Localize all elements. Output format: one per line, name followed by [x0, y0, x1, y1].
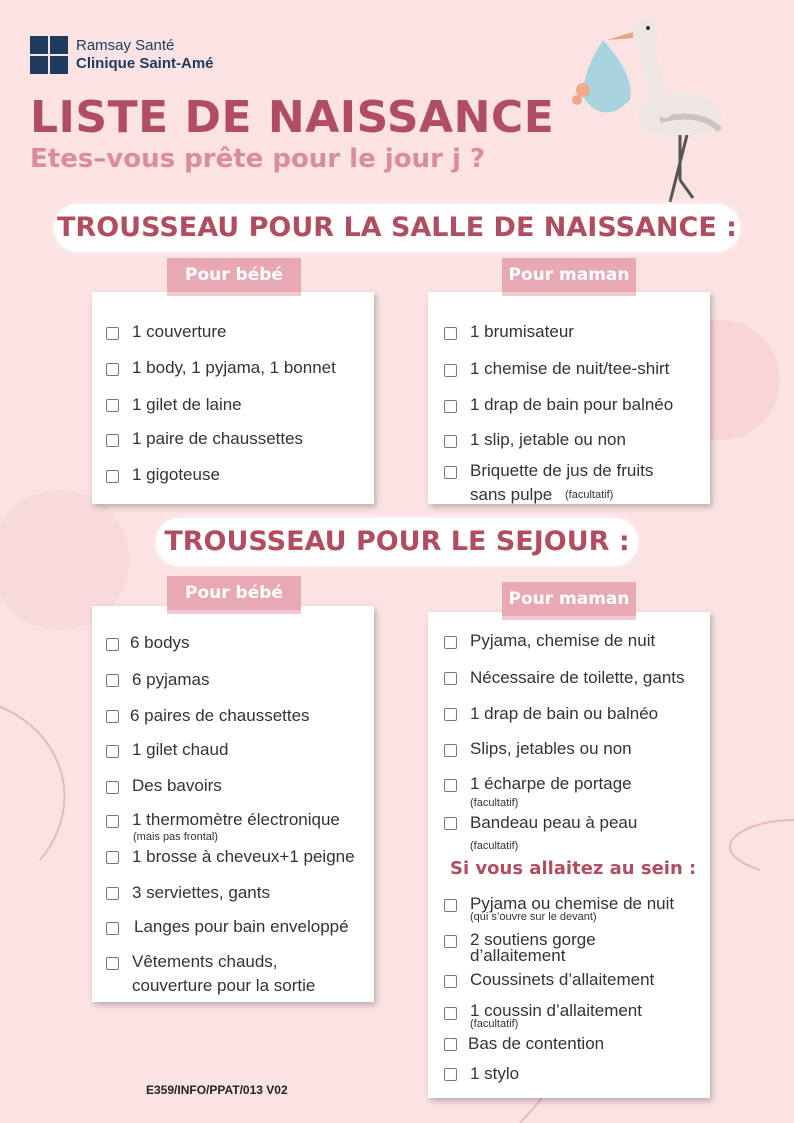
checkbox[interactable]	[444, 1068, 457, 1081]
list-item: Pyjama, chemise de nuit	[470, 631, 656, 650]
page-subtitle: Etes–vous prête pour le jour j ?	[30, 144, 485, 174]
list-item: 1 gigoteuse	[132, 465, 220, 484]
section2-heading: TROUSSEAU POUR LE SEJOUR :	[156, 518, 638, 566]
document-reference: E359/INFO/PPAT/013 V02	[146, 1083, 288, 1097]
optional-note: (facultatif)	[470, 840, 519, 852]
list-item: 1 gilet chaud	[132, 740, 229, 759]
list-item: 2 soutiens gorge	[470, 930, 596, 949]
list-item-line2: couverture pour la sortie	[132, 976, 316, 995]
checkbox[interactable]	[106, 957, 119, 970]
list-item: 1 couverture	[132, 322, 227, 341]
list-item: 1 écharpe de portage	[470, 774, 632, 793]
checkbox[interactable]	[444, 636, 457, 649]
pyjama-note: (qui s’ouvre sur le devant)	[470, 911, 597, 923]
list-item: 6 paires de chaussettes	[130, 706, 310, 725]
checkbox[interactable]	[444, 466, 457, 479]
list-item: Bas de contention	[468, 1034, 605, 1053]
checkbox[interactable]	[106, 638, 119, 651]
list-item: Des bavoirs	[132, 776, 222, 795]
list-item: 1 body, 1 pyjama, 1 bonnet	[132, 358, 336, 377]
checkbox[interactable]	[106, 710, 119, 723]
list-item: 6 bodys	[130, 633, 190, 652]
list-item: Langes pour bain enveloppé	[134, 917, 349, 936]
section1-baby-tag: Pour bébé	[167, 258, 301, 296]
optional-note: (facultatif)	[470, 797, 519, 809]
checkbox[interactable]	[444, 744, 457, 757]
list-item: Nécessaire de toilette, gants	[470, 668, 685, 687]
checkbox[interactable]	[444, 817, 457, 830]
list-item: Bandeau peau à peau	[470, 813, 638, 832]
optional-note: (facultatif)	[565, 489, 614, 501]
checkbox[interactable]	[106, 470, 119, 483]
checkbox[interactable]	[106, 887, 119, 900]
checkbox[interactable]	[444, 364, 457, 377]
section2-mom-tag: Pour maman	[502, 582, 636, 620]
checkbox[interactable]	[106, 781, 119, 794]
list-item: 1 paire de chaussettes	[132, 429, 304, 448]
optional-note: (facultatif)	[470, 1018, 519, 1030]
list-item: 3 serviettes, gants	[132, 883, 270, 902]
list-item: 1 chemise de nuit/tee-shirt	[470, 359, 670, 378]
checkbox[interactable]	[444, 779, 457, 792]
checkbox[interactable]	[444, 975, 457, 988]
checkbox[interactable]	[106, 399, 119, 412]
page-title: LISTE DE NAISSANCE	[30, 92, 555, 143]
checkbox[interactable]	[106, 745, 119, 758]
checkbox[interactable]	[106, 815, 119, 828]
list-item: 1 brumisateur	[470, 322, 574, 341]
checkbox[interactable]	[106, 922, 119, 935]
list-item: 1 gilet de laine	[132, 395, 242, 414]
checkbox[interactable]	[444, 1007, 457, 1020]
list-item: 1 thermomètre électronique	[132, 810, 340, 829]
checkbox[interactable]	[444, 672, 457, 685]
checkbox[interactable]	[106, 674, 119, 687]
checkbox[interactable]	[106, 851, 119, 864]
checkbox[interactable]	[444, 935, 457, 948]
list-item: 1 coussin d’allaitement	[470, 1001, 642, 1020]
section1-mom-tag: Pour maman	[502, 258, 636, 296]
list-item: 1 drap de bain pour balnéo	[470, 395, 674, 414]
logo-line1: Ramsay Santé	[76, 37, 175, 54]
list-item: Coussinets d’allaitement	[470, 970, 655, 989]
list-item-line2: sans pulpe	[470, 485, 553, 504]
section2-baby-card	[92, 606, 374, 1002]
section2-baby-tag: Pour bébé	[167, 576, 301, 614]
checkbox[interactable]	[444, 899, 457, 912]
checkbox[interactable]	[106, 327, 119, 340]
checkbox[interactable]	[106, 363, 119, 376]
list-item: 1 stylo	[470, 1064, 520, 1083]
ramsay-logo	[30, 36, 214, 74]
checkbox[interactable]	[106, 434, 119, 447]
checkbox[interactable]	[444, 708, 457, 721]
checkbox[interactable]	[444, 327, 457, 340]
list-item: Vêtements chauds,	[132, 952, 278, 971]
logo-line2: Clinique Saint-Amé	[76, 55, 214, 72]
list-item: Briquette de jus de fruits	[470, 461, 654, 480]
section1-heading: TROUSSEAU POUR LA SALLE DE NAISSANCE :	[54, 204, 740, 252]
checkbox[interactable]	[444, 435, 457, 448]
list-item: 6 pyjamas	[132, 670, 210, 689]
list-item: 1 brosse à cheveux+1 peigne	[132, 847, 355, 866]
list-item: 1 drap de bain ou balnéo	[470, 704, 659, 723]
breastfeeding-heading: Si vous allaitez au sein :	[450, 858, 697, 879]
list-item-line2: d’allaitement	[470, 946, 566, 965]
logo-mark-icon	[30, 36, 68, 74]
checkbox[interactable]	[444, 1038, 457, 1051]
checkbox[interactable]	[444, 400, 457, 413]
stork-illustration-icon	[565, 10, 735, 205]
list-item: Pyjama ou chemise de nuit	[470, 894, 675, 913]
thermometer-note: (mais pas frontal)	[133, 831, 218, 843]
list-item: 1 slip, jetable ou non	[470, 430, 626, 449]
list-item: Slips, jetables ou non	[470, 739, 632, 758]
